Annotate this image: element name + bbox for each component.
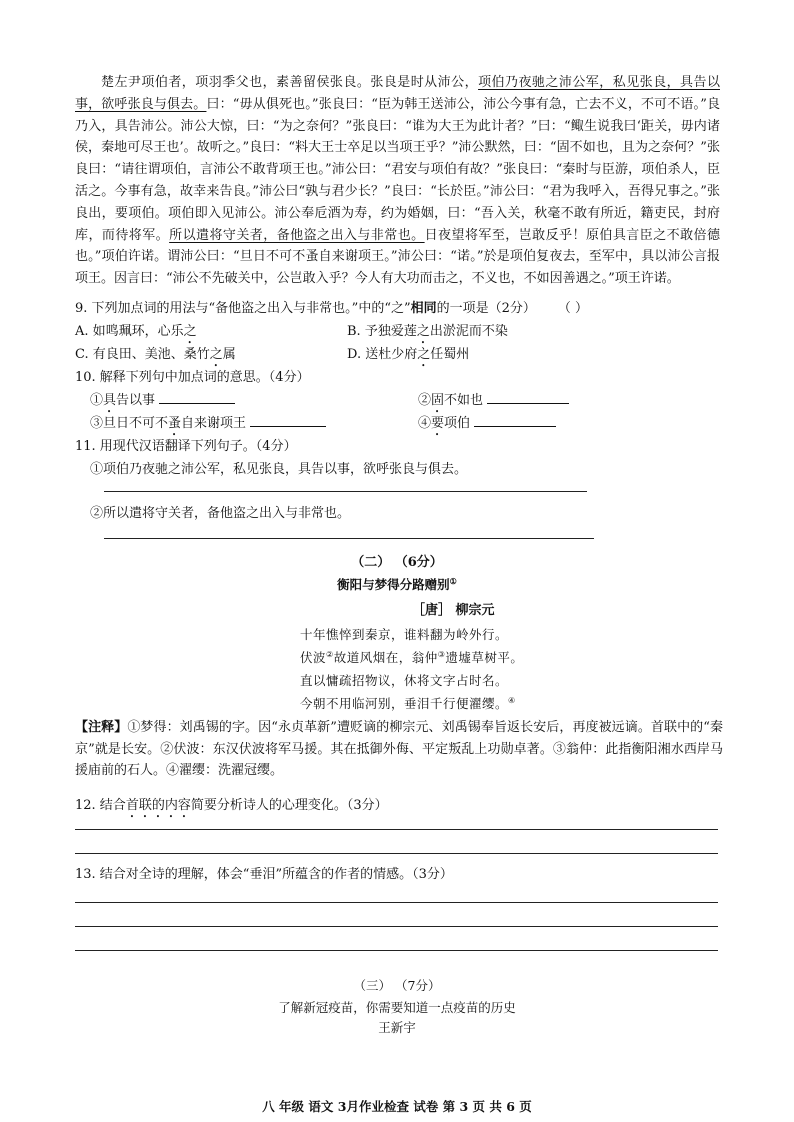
item-text: 不如也 <box>444 393 484 408</box>
underlined-sentence-1: 项伯乃夜驰之沛公军，私见张良，具告以事，欲呼张良与俱去。 <box>75 75 720 112</box>
article-title: 了解新冠疫苗，你需要知道一点疫苗的历史 <box>278 1000 516 1015</box>
question-text: 12. 结合 <box>75 798 126 813</box>
q11-sentence-1: ①项伯乃夜驰之沛公军，私见张良，具告以事，欲呼张良与俱去。 <box>90 462 468 477</box>
answer-line[interactable] <box>75 926 718 927</box>
option-text: 出淤泥而不染 <box>429 324 508 339</box>
dotted-word: 要 <box>431 416 445 431</box>
item-text: 项伯 <box>444 416 471 431</box>
poem-author: ［唐］ 柳宗元 <box>412 603 495 618</box>
passage-text: 楚左尹项伯者，项羽季父也，素善留侯张良。张良是时从沛公， <box>101 75 479 90</box>
q11-sentence-2: ②所以遣将守关者，备他盗之出入与非常也。 <box>90 506 351 521</box>
dotted-word: 之 <box>416 324 430 339</box>
poem-title-text: 衡阳与梦得分路赠别 <box>337 577 450 592</box>
dotted-word: 之 <box>209 347 223 362</box>
item-text: ① <box>90 393 104 408</box>
answer-line[interactable] <box>75 950 718 951</box>
passage-paragraph <box>75 72 720 290</box>
answer-line[interactable] <box>104 538 594 539</box>
poem-line-4 <box>300 694 516 712</box>
dotted-word: 之 <box>417 347 431 362</box>
poem-line-2 <box>300 648 523 666</box>
answer-blank[interactable] <box>487 389 569 404</box>
answer-line[interactable] <box>104 491 587 492</box>
classical-passage <box>75 72 720 290</box>
article-author: 王新宇 <box>378 1020 416 1035</box>
question-13: 13. 结合对全诗的理解，体会“垂泪”所蕴含的作者的情感。（3分） <box>75 867 453 882</box>
dotted-word: 固 <box>431 393 445 408</box>
option-text: A. 如鸣珮环，心乐 <box>75 324 184 339</box>
footnote-marker: ③ <box>437 649 446 659</box>
item-text: ② <box>418 393 432 408</box>
option-text: 属 <box>222 347 236 362</box>
poem-line-1: 十年憔悴到秦京，谁料翻为岭外行。 <box>300 627 509 642</box>
underlined-sentence-2: 所以遣将守关者，备他盗之出入与非常也。 <box>169 227 425 243</box>
passage-text: 日夜望将军至，岂敢反乎！原伯具言臣之不敢倍德也。”项伯许诺。谓沛公曰：“旦日不可不蚤自来谢项王。”沛公曰：“诺。”於是项伯复夜去，至军中，具以沛公言报项王。因言曰：“沛公不先破关中，公岂敢入乎？今人有大功而击之，不义也，不如因善遇之。”项王许诺。 <box>75 227 720 287</box>
question-10-stem: 10. 解释下列句中加点词的意思。（4分） <box>75 370 310 385</box>
poem-title <box>0 575 794 593</box>
item-text: 告以事 <box>116 393 156 408</box>
question-11-stem: 11. 用现代汉语翻译下列句子。（4分） <box>75 439 297 454</box>
option-text: C. 有良田、美池、桑竹 <box>75 347 210 362</box>
footnote-marker: ④ <box>508 695 516 705</box>
section-3-heading: （三） （7分） <box>353 978 441 993</box>
question-9-keyword: 相同 <box>410 301 437 316</box>
section-2-heading: （二） （6分） <box>351 555 443 570</box>
footnote-marker: ① <box>449 575 457 586</box>
item-text: 自来谢项王 <box>181 416 247 431</box>
poem-text: 遗墟草树平。 <box>445 650 524 665</box>
answer-blank[interactable] <box>250 412 326 427</box>
footnote-marker: ② <box>326 649 334 659</box>
dotted-phrase: 首联的内容 <box>125 798 191 813</box>
answer-line[interactable] <box>75 853 718 854</box>
answer-blank[interactable] <box>474 412 556 427</box>
item-text: ③旦日不可不 <box>90 416 169 431</box>
dotted-word: 具 <box>103 393 117 408</box>
poem-text: 今朝不用临河别，垂泪千行便濯缨。 <box>300 696 509 711</box>
poem-notes <box>75 717 723 782</box>
option-text: 任蜀州 <box>430 347 470 362</box>
dotted-word: 蚤 <box>168 416 182 431</box>
question-9-stem: 9. 下列加点词的用法与“备他盗之出入与非常也。”中的“之” <box>75 301 411 316</box>
option-text: D. 送杜少府 <box>347 347 418 362</box>
question-12 <box>75 794 725 821</box>
question-9 <box>75 297 725 316</box>
poem-text: 伏波 <box>300 650 327 665</box>
passage-text: 曰：“毋从俱死也。”张良曰：“臣为韩王送沛公，沛公今事有急，亡去不义，不可不语。”良乃入，具告沛公。沛公大惊，曰：“为之奈何？”张良曰：“谁为大王为此计者？”曰：“鲰生说我曰‘距关，毋内诸侯，秦地可尽王也’。故听之。”良曰：“料大王士卒足以当项王乎？”沛公默然，曰：“固不如也，且为之奈何？”张良曰：“请往谓项伯，言沛公不敢背项王也。”沛公曰：“君安与项伯有故？”张良曰：“秦时与臣游，项伯杀人，臣活之。今事有急，故幸来告良。”沛公曰“孰与君少长？”良曰：“长於臣。”沛公曰：“君为我呼入，吾得兄事之。”张良出，要项伯。项伯即入见沛公。沛公奉卮酒为寿，约为婚姻，曰：“吾入关，秋毫不敢有所近，籍吏民，封府库，而待将军。 <box>75 96 720 243</box>
notes-text: ①梦得：刘禹锡的字。因“永贞革新”遭贬谪的柳宗元、刘禹锡奉旨返长安后，再度被远谪。首联中的“秦京”就是长安。②伏波：东汉伏波将军马援。其在抵御外侮、平定叛乱上功勋卓著。③翁仲：此指衡阳湘水西岸马援庙前的石人。④濯缨：洗濯冠缨。 <box>75 720 723 778</box>
dotted-word: 之 <box>183 324 197 339</box>
poem-text: 故道风烟在，翁仲 <box>333 650 438 665</box>
question-text: 简要分析诗人的心理变化。（3分） <box>190 798 388 813</box>
question-9-points: 的一项是（2分） <box>436 301 536 316</box>
answer-parentheses[interactable]: （ ） <box>557 301 589 316</box>
notes-label: 【注释】 <box>75 720 128 735</box>
page-footer: 八 年级 语文 3月作业检查 试卷 第 3 页 共 6 页 <box>262 1099 532 1114</box>
answer-blank[interactable] <box>159 389 235 404</box>
answer-line[interactable] <box>75 902 718 903</box>
option-text: B. 予独爱莲 <box>347 324 417 339</box>
poem-line-3: 直以慵疏招物议，休将文字占时名。 <box>300 673 509 688</box>
answer-line[interactable] <box>75 829 718 830</box>
item-text: ④ <box>418 416 432 431</box>
